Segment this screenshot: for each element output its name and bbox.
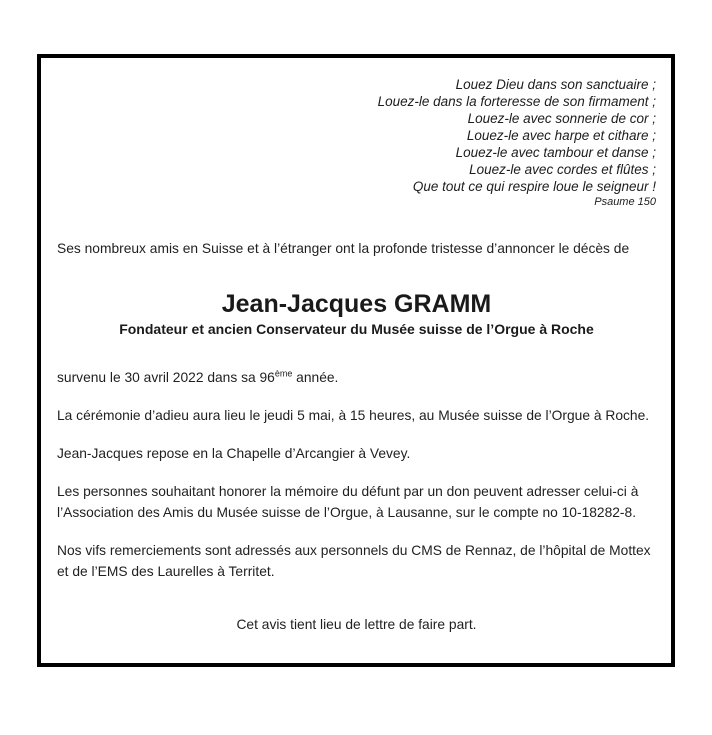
- intro-paragraph: Ses nombreux amis en Suisse et à l’étranger ont la profonde tristesse d’annoncer le décès de: [57, 241, 630, 256]
- closing-line: Cet avis tient lieu de lettre de faire part.: [236, 617, 477, 632]
- ceremony-paragraph: La cérémonie d’adieu aura lieu le jeudi 5 mai, à 15 heures, au Musée suisse de l’Orgue à Roche.: [57, 408, 650, 423]
- death-date-prefix: survenu le 30 avril 2022 dans sa 96: [57, 370, 275, 385]
- psalm-line: Louez-le avec tambour et danse ;: [455, 145, 656, 160]
- psalm-line: Que tout ce qui respire loue le seigneur !: [412, 179, 656, 194]
- deceased-title: Fondateur et ancien Conservateur du Musée suisse de l’Orgue à Roche: [119, 321, 594, 337]
- death-date-suffix: année.: [292, 370, 339, 385]
- announcement-frame: [37, 54, 675, 667]
- psalm-quotation: [57, 76, 656, 195]
- announcement-content: [41, 58, 671, 663]
- repose-paragraph: Jean-Jacques repose en la Chapelle d’Arcangier à Vevey.: [57, 446, 411, 461]
- psalm-line: Louez-le avec sonnerie de cor ;: [467, 111, 656, 126]
- death-date-paragraph: [57, 367, 656, 388]
- psalm-line: Louez-le avec cordes et flûtes ;: [469, 162, 656, 177]
- thanks-paragraph: Nos vifs remerciements sont adressés aux personnels du CMS de Rennaz, de l’hôpital de Mottex et de l’EMS des Laurelles à Territet.: [57, 543, 651, 579]
- psalm-line: Louez Dieu dans son sanctuaire ;: [455, 77, 656, 92]
- psalm-line: Louez-le dans la forteresse de son firmament ;: [377, 94, 656, 109]
- psalm-line: Louez-le avec harpe et cithare ;: [466, 128, 656, 143]
- death-date-ordinal: ème: [274, 368, 293, 379]
- donation-paragraph: Les personnes souhaitant honorer la mémoire du défunt par un don peuvent adresser celui-ci à l’Association des Amis du Musée suisse de l’Orgue, à Lausanne, sur le compte no 10-18282-8.: [57, 484, 639, 520]
- psalm-attribution: Psaume 150: [594, 196, 656, 208]
- deceased-name: Jean-Jacques GRAMM: [221, 290, 492, 318]
